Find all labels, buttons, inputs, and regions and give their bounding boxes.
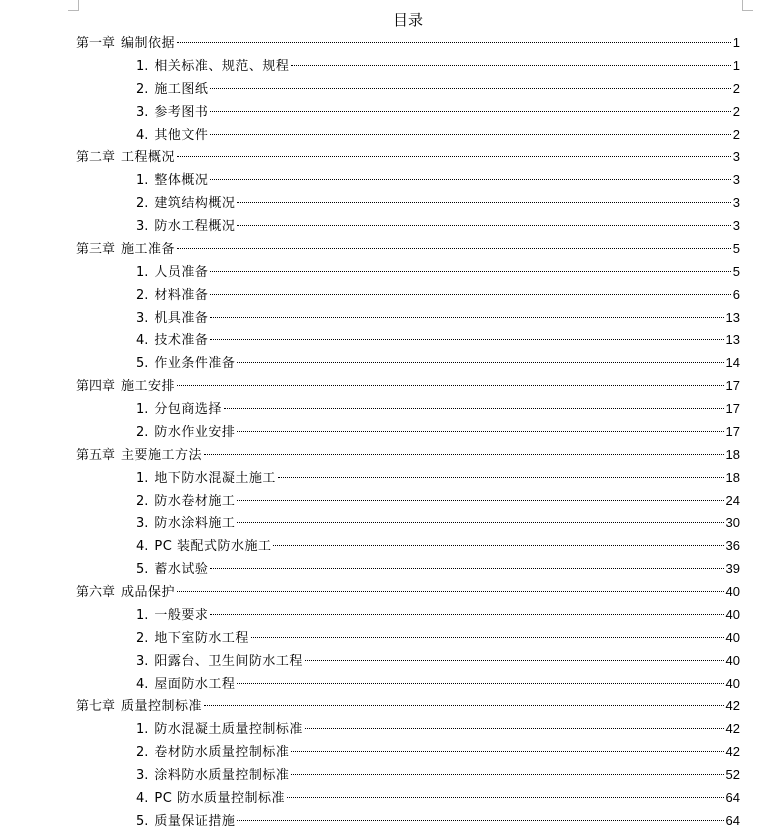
toc-entry-label: 参考图书 [154,104,209,120]
toc-entry-label: 质量控制标准 [121,699,203,715]
toc-entry-number: 4. [136,790,149,806]
toc-entry-page-number: 3 [732,218,740,233]
toc-entry-number: 3. [136,653,149,669]
toc-section-entry[interactable] [76,604,740,627]
dot-leader [237,362,723,363]
toc-entry-page-number: 13 [725,309,740,325]
dot-leader [210,134,730,135]
toc-entry-number: 2. [136,745,149,761]
toc-section-entry[interactable] [76,627,740,650]
toc-entry-number: 5. [136,356,149,372]
toc-entry-number: 2. [136,630,149,646]
toc-entry-number: 2. [136,196,149,212]
toc-entry-page-number: 64 [725,789,740,805]
toc-entry-label: 工程概况 [121,150,176,166]
toc-entry-label: 地下防水混凝土施工 [154,470,276,486]
toc-entry-number: 第七章 [76,699,116,715]
toc-entry-number: 2. [136,81,149,97]
dot-leader [305,728,724,729]
toc-entry-number: 4. [136,676,149,692]
toc-chapter-entry[interactable] [76,444,740,467]
toc-entry-number: 1. [136,402,149,417]
toc-entry-label: 防水涂料施工 [154,516,236,532]
toc-section-entry[interactable] [76,764,740,787]
toc-entry-number: 第六章 [76,585,116,600]
toc-chapter-entry[interactable] [76,146,740,169]
toc-entry-label: 主要施工方法 [121,447,203,463]
dot-leader [210,339,723,340]
toc-entry-number: 3. [136,516,149,532]
toc-entry-label: 整体概况 [154,173,209,189]
toc-entry-label: 人员准备 [154,264,209,280]
toc-section-entry[interactable] [76,535,740,558]
toc-entry-page-number: 24 [725,492,740,508]
toc-section-entry[interactable] [76,718,740,741]
toc-entry-number: 1. [136,58,149,74]
dot-leader [237,431,723,432]
toc-section-entry[interactable] [76,512,740,535]
toc-entry-page-number: 30 [725,515,740,531]
toc-entry-page-number: 52 [725,767,740,782]
toc-entry-number: 5. [136,813,149,829]
toc-entry-number: 第五章 [76,447,116,463]
dot-leader [210,614,723,615]
toc-entry-number: 第一章 [76,36,116,51]
toc-section-entry[interactable] [76,101,740,124]
toc-entry-label: 分包商选择 [154,402,222,417]
toc-entry-label: PC 装配式防水施工 [154,539,272,555]
dot-leader [251,637,724,638]
toc-entry-number: 3. [136,768,149,783]
toc-entry-page-number: 40 [725,629,740,645]
toc-entry-number: 第四章 [76,379,116,395]
dot-leader [237,522,723,523]
toc-section-entry[interactable] [76,673,740,696]
toc-section-entry[interactable] [76,490,740,513]
toc-entry-label: 质量保证措施 [154,813,236,829]
dot-leader [291,774,723,775]
dot-leader [237,202,730,203]
toc-section-entry[interactable] [76,192,740,215]
toc-entry-page-number: 40 [725,584,740,599]
toc-entry-label: 屋面防水工程 [154,676,236,692]
toc-entry-number: 2. [136,287,149,303]
toc-entry-page-number: 17 [725,401,740,416]
toc-entry-number: 4. [136,539,149,555]
toc-entry-page-number: 64 [725,812,740,828]
toc-entry-page-number: 3 [732,149,740,165]
toc-section-entry[interactable] [76,352,740,375]
toc-entry-page-number: 3 [732,195,740,211]
toc-entry-page-number: 1 [732,35,740,50]
dot-leader [237,683,723,684]
toc-chapter-entry[interactable] [76,695,740,718]
toc-section-entry[interactable] [76,650,740,673]
toc-entry-label: PC 防水质量控制标准 [154,790,285,806]
dot-leader [177,42,731,43]
toc-entry-page-number: 40 [725,675,740,691]
toc-entry-label: 其他文件 [154,127,209,143]
toc-entry-page-number: 17 [725,423,740,439]
toc-entry-page-number: 36 [725,538,740,554]
toc-entry-label: 阳露台、卫生间防水工程 [154,653,303,669]
toc-section-entry[interactable] [76,787,740,810]
toc-entry-number: 第二章 [76,150,116,166]
toc-section-entry[interactable] [76,741,740,764]
toc-entry-number: 3. [136,104,149,120]
toc-section-entry[interactable] [76,169,740,192]
toc-entry-page-number: 3 [732,172,740,188]
dot-leader [291,751,723,752]
toc-entry-label: 施工图纸 [154,81,209,97]
toc-entry-number: 4. [136,127,149,143]
dot-leader [204,454,724,455]
toc-entry-page-number: 1 [732,57,740,73]
toc-section-entry[interactable] [76,421,740,444]
toc-section-entry[interactable] [76,261,740,284]
dot-leader [237,500,723,501]
dot-leader [204,705,724,706]
toc-entry-label: 机具准备 [154,310,209,326]
toc-entry-page-number: 6 [732,286,740,302]
toc-entry-number: 1. [136,264,149,280]
dot-leader [210,179,730,180]
toc-entry-number: 3. [136,310,149,326]
dot-leader [224,408,724,409]
toc-entry-label: 成品保护 [121,585,176,600]
toc-entry-label: 编制依据 [121,36,176,51]
toc-entry-number: 4. [136,333,149,349]
toc-entry-page-number: 17 [725,378,740,394]
dot-leader [210,271,730,272]
toc-entry-page-number: 18 [725,469,740,485]
toc-entry-page-number: 18 [725,446,740,462]
toc-entry-page-number: 5 [732,240,740,256]
toc-chapter-entry[interactable] [76,581,740,604]
toc-section-entry[interactable] [76,810,740,833]
toc-section-entry[interactable] [76,329,740,352]
toc-entry-label: 建筑结构概况 [154,196,236,212]
toc-entry-number: 第三章 [76,241,116,257]
toc-section-entry[interactable] [76,398,740,421]
toc-entry-number: 1. [136,470,149,486]
dot-leader [210,568,723,569]
toc-entry-label: 防水混凝土质量控制标准 [154,722,303,738]
toc-entry-label: 相关标准、规范、规程 [154,58,290,74]
dot-leader [210,88,730,89]
toc-section-entry[interactable] [76,558,740,581]
toc-entry-label: 施工安排 [121,379,176,395]
toc-entry-page-number: 13 [725,332,740,348]
table-of-contents [76,32,740,833]
toc-title: 目录 [392,11,423,29]
toc-entry-number: 3. [136,219,149,234]
toc-section-entry[interactable] [76,467,740,490]
dot-leader [210,111,730,112]
toc-entry-page-number: 42 [725,698,740,714]
toc-entry-label: 防水工程概况 [154,219,236,234]
toc-section-entry[interactable] [76,215,740,238]
toc-entry-number: 5. [136,562,149,578]
toc-entry-page-number: 42 [725,721,740,737]
toc-chapter-entry[interactable] [76,32,740,55]
dot-leader [278,477,724,478]
toc-entry-page-number: 2 [732,80,740,96]
toc-entry-number: 1. [136,607,149,623]
toc-entry-label: 防水卷材施工 [154,493,236,509]
dot-leader [210,294,730,295]
dot-leader [287,797,724,798]
toc-chapter-entry[interactable] [76,375,740,398]
toc-entry-label: 施工准备 [121,241,176,257]
dot-leader [237,225,730,226]
toc-entry-page-number: 39 [725,561,740,577]
dot-leader [237,820,723,821]
dot-leader [273,545,723,546]
toc-entry-label: 材料准备 [154,287,209,303]
toc-entry-page-number: 2 [732,126,740,142]
dot-leader [305,660,724,661]
toc-entry-number: 1. [136,722,149,738]
toc-section-entry[interactable] [76,55,740,78]
toc-section-entry[interactable] [76,78,740,101]
dot-leader [177,156,731,157]
toc-entry-number: 2. [136,424,149,440]
toc-chapter-entry[interactable] [76,238,740,261]
toc-entry-page-number: 42 [725,744,740,760]
toc-entry-label: 地下室防水工程 [154,630,249,646]
dot-leader [177,248,731,249]
toc-section-entry[interactable] [76,284,740,307]
toc-section-entry[interactable] [76,124,740,147]
dot-leader [177,591,724,592]
toc-entry-page-number: 40 [725,606,740,622]
dot-leader [210,317,723,318]
toc-entry-label: 一般要求 [154,607,209,623]
toc-entry-page-number: 14 [725,355,740,371]
toc-entry-number: 2. [136,493,149,509]
dot-leader [177,385,724,386]
toc-entry-number: 1. [136,173,149,189]
toc-entry-label: 防水作业安排 [154,424,236,440]
toc-entry-page-number: 2 [732,103,740,119]
toc-entry-label: 涂料防水质量控制标准 [154,768,290,783]
toc-section-entry[interactable] [76,307,740,330]
toc-entry-label: 作业条件准备 [154,356,236,372]
toc-entry-label: 技术准备 [154,333,209,349]
toc-entry-page-number: 5 [732,263,740,279]
toc-entry-label: 卷材防水质量控制标准 [154,745,290,761]
dot-leader [291,65,730,66]
toc-entry-page-number: 40 [725,652,740,668]
toc-entry-label: 蓄水试验 [154,562,209,578]
